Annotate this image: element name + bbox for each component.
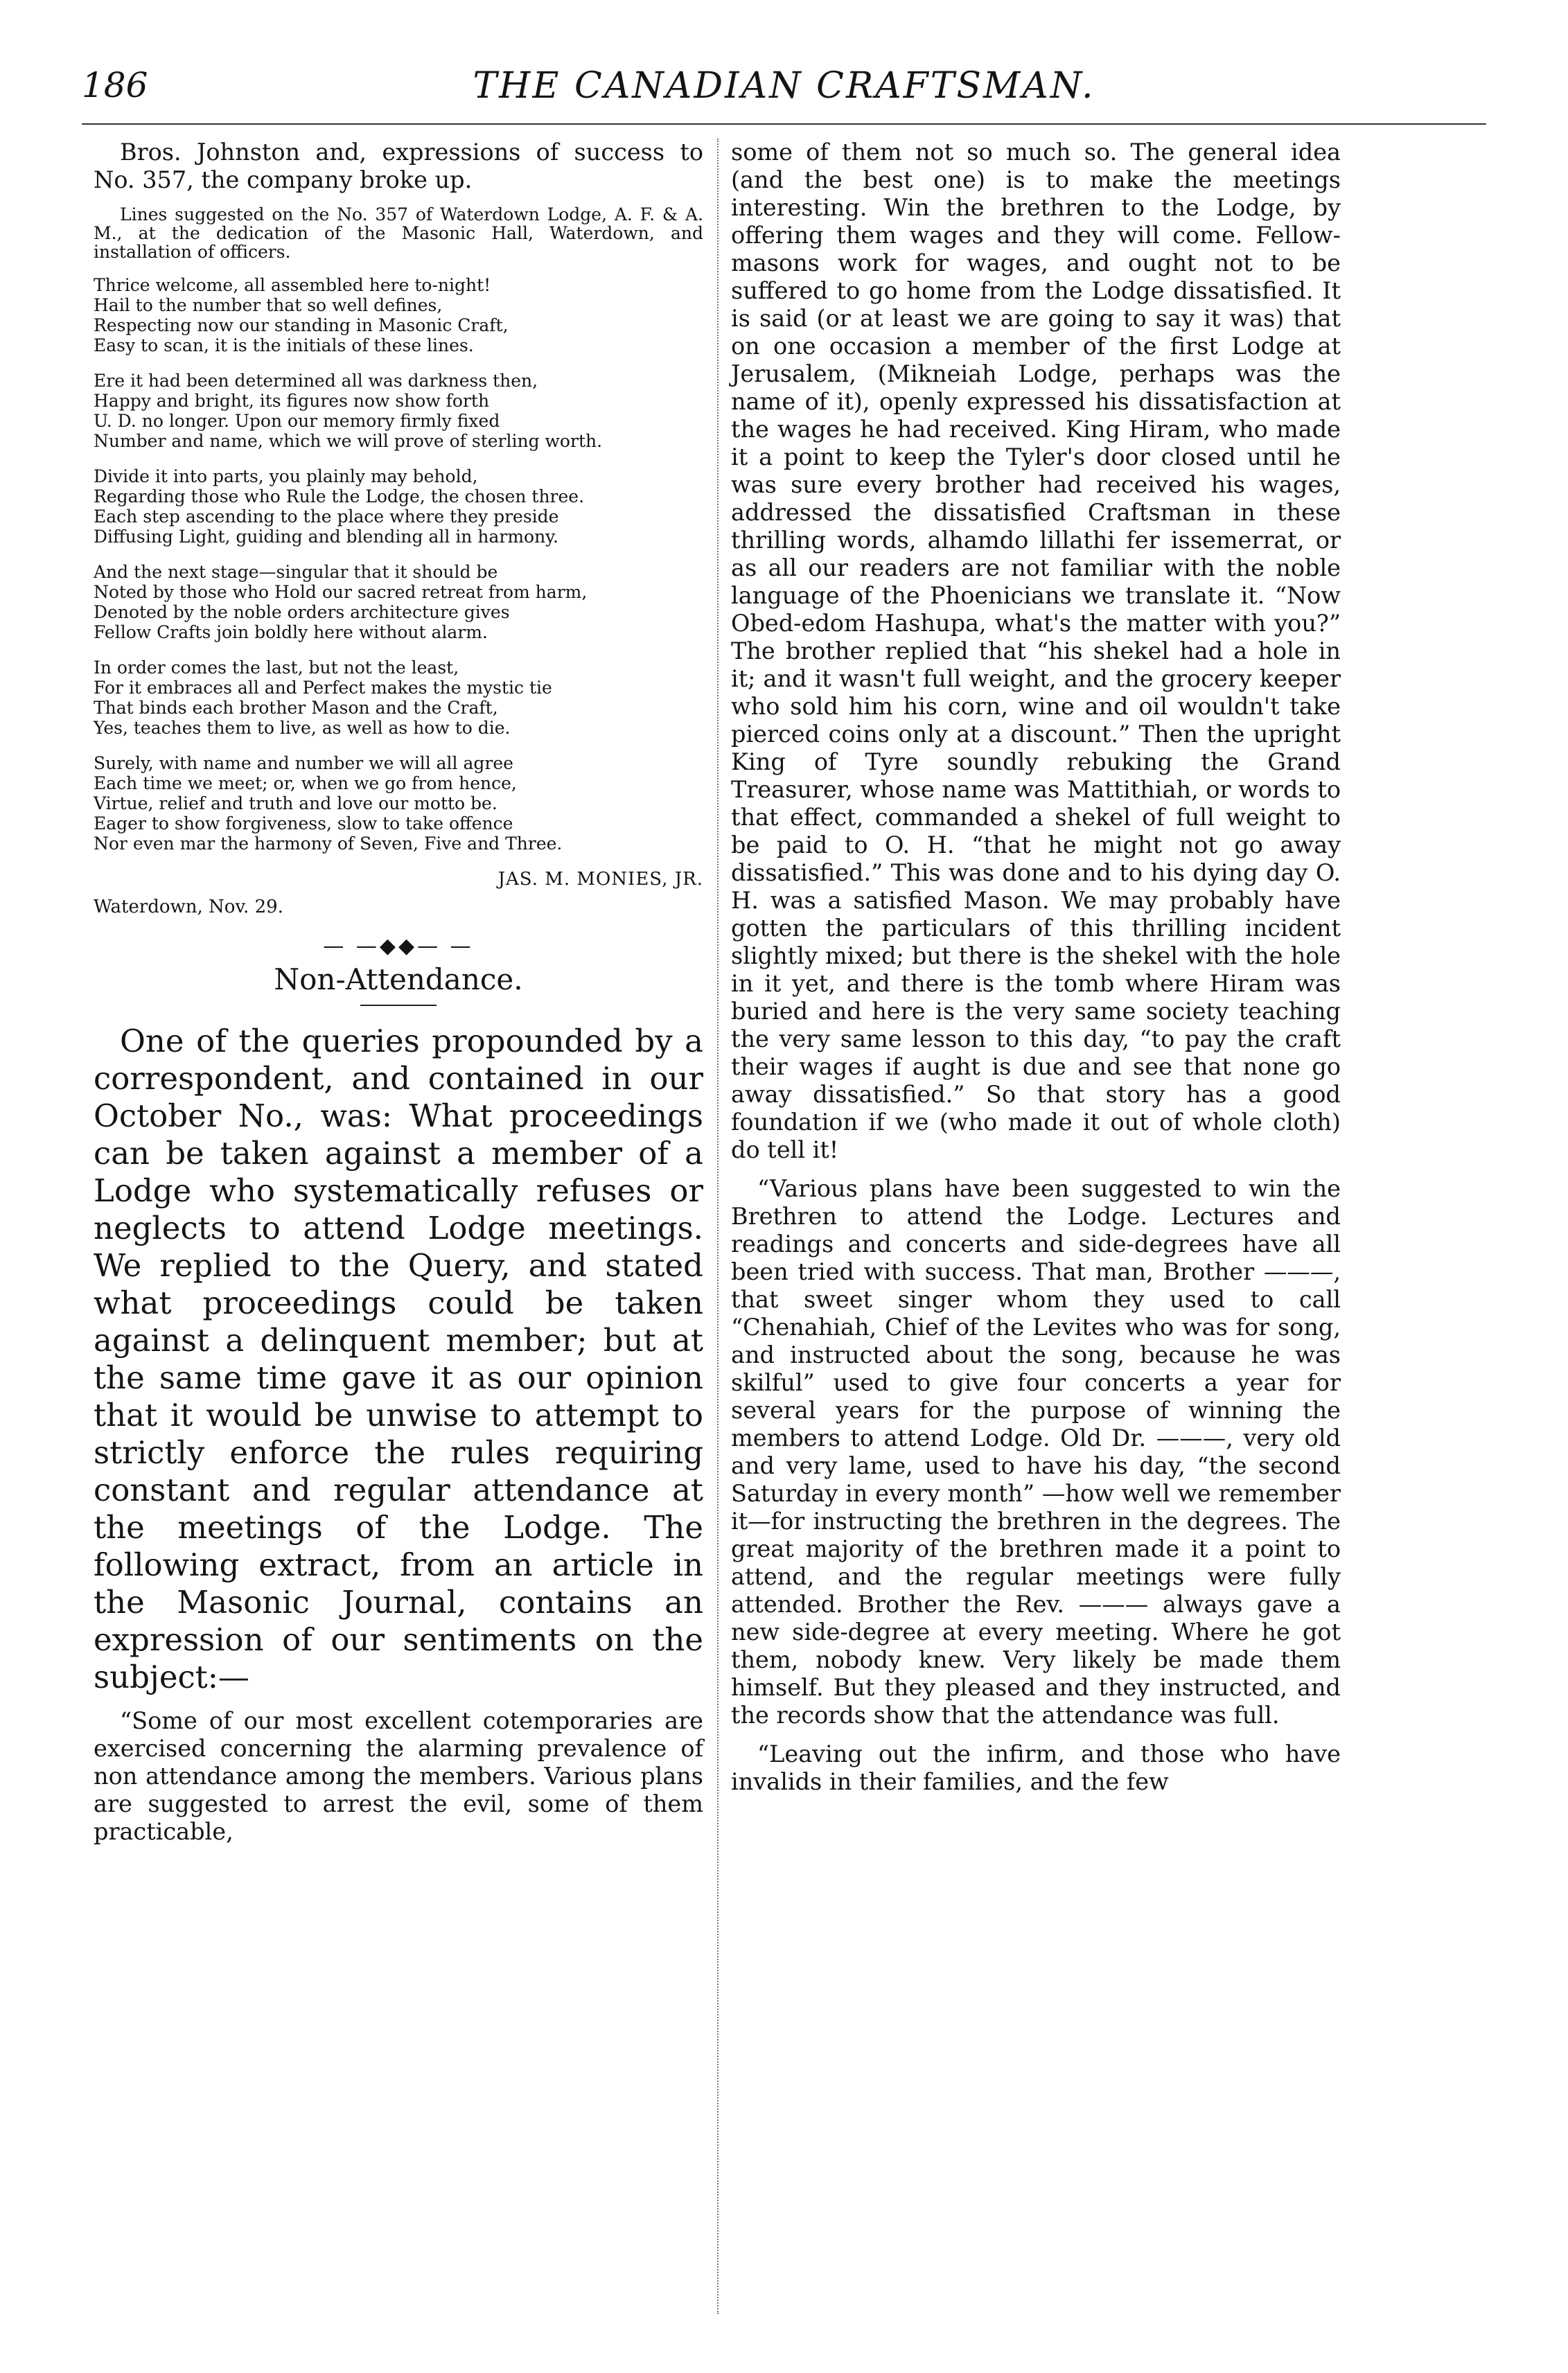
poem-line: Easy to scan, it is the initials of these lines. — [94, 335, 474, 355]
poem-line: Number and name, which we will prove of sterling worth. — [94, 431, 603, 451]
poem-stanza — [94, 466, 703, 547]
dateline: Waterdown, Nov. 29. — [94, 897, 283, 917]
poem-line: Nor even mar the harmony of Seven, Five and Three. — [94, 833, 563, 854]
intro-paragraph: Bros. Johnston and, expressions of success to No. 357, the company broke up. — [94, 139, 703, 193]
right-column — [731, 139, 1341, 1796]
poem-line: Each step ascending to the place where they preside — [94, 506, 559, 527]
poem-line: U. D. no longer. Upon our memory firmly fixed — [94, 411, 500, 431]
poem-line: Ere it had been determined all was darkness then, — [94, 371, 538, 391]
poem-line: Happy and bright, its figures now show forth — [94, 391, 490, 411]
poem-line: Noted by those who Hold our sacred retreat from harm, — [94, 582, 588, 602]
right-paragraph-1: some of them not so much so. The general idea (and the best one) is to make the meetings interesting. Win the brethren to the Lodge, by offering them wages and they will come. Fellow-masons work for wages, and ought not to be suffered to go home from the Lodge dissatisfied. It is said (or at least we are going to say it was) that on one occasion a member of the first Lodge at Jerusalem, (Mikneiah Lodge, perhaps was the name of it), openly expressed his dissatisfaction at the wages he had received. King Hiram, who made it a point to keep the Tyler's door closed until he was sure every brother had received his wages, addressed the dissatisfied Craftsman in these thrilling words, alhamdo lillathi fer issemerrat, or as all our readers are not familiar with the noble language of the Phoenicians we translate it. “Now Obed-edom Hashupa, what's the matter with you?” The brother replied that “his shekel had a hole in it; and it wasn't full weight, and the grocery keeper who sold him his corn, wine and oil wouldn't take pierced coins only at a discount.” Then the upright King of Tyre soundly rebuking the Grand Treasurer, whose name was Mattithiah, or words to that effect, commanded a shekel of full weight to be paid to O. H. “that he might not go away dissatisfied.” This was done and to his dying day O. H. was a satisfied Mason. We may probably have gotten the particulars of this thrilling incident slightly mixed; but there is the shekel with the hole in it yet, and there is the tomb where Hiram was buried and here is the very same society teaching the very same lesson to this day, “to pay the craft their wages if aught is due and see that none go away dissatisfied.” So that story has a good foundation if we (who made it out of whole cloth) do tell it! — [731, 139, 1341, 1163]
poem-stanza — [94, 562, 703, 642]
poem-line: Hail to the number that so well defines, — [94, 295, 443, 315]
poem-line: Regarding those who Rule the Lodge, the chosen three. — [94, 486, 585, 506]
poem-stanza — [94, 753, 703, 854]
lead-paragraph: One of the queries propounded by a correspondent, and contained in our October No., was: What proceedings can be taken against a member of a Lodge who systematically refuses or neglects to attend Lodge meetings. We replied to the Query, and stated what proceedings could be taken against a delinquent member; but at the same time gave it as our opinion that it would be unwise to attempt to strictly enforce the rules requiring constant and regular attendance at the meetings of the Lodge. The following extract, from an article in the Masonic Journal, contains an expression of our sentiments on the subject:— — [94, 1023, 703, 1695]
title-rule — [360, 1005, 437, 1006]
poem-line: Diffusing Light, guiding and blending all in harmony. — [94, 527, 558, 547]
poem-signature: JAS. M. MONIES, JR. — [497, 869, 703, 890]
left-column — [94, 139, 703, 1846]
poem-line: Yes, teaches them to live, as well as how to die. — [94, 718, 511, 738]
poem-line: And the next stage—singular that it should be — [94, 562, 498, 582]
poem-line: Denoted by the noble orders architecture gives — [94, 602, 510, 622]
poem-line: For it embraces all and Perfect makes the mystic tie — [94, 678, 552, 698]
poem-line: Virtue, relief and truth and love our motto be. — [94, 793, 497, 813]
section-title: Non-Attendance. — [274, 962, 523, 996]
poem-line: In order comes the last, but not the least, — [94, 658, 459, 678]
poem-line: Fellow Crafts join boldly here without alarm. — [94, 622, 488, 642]
poem-line: Divide it into parts, you plainly may behold, — [94, 466, 478, 486]
poem-line: Each time we meet; or, when we go from hence, — [94, 773, 517, 793]
poem-line: Surely, with name and number we will all agree — [94, 753, 513, 773]
poem-intro: Lines suggested on the No. 357 of Waterdown Lodge, A. F. & A. M., at the dedication of the Masonic Hall, Waterdown, and installation of officers. — [94, 204, 703, 262]
right-paragraph-2: “Various plans have been suggested to win the Brethren to attend the Lodge. Lectures and readings and concerts and side-degrees have all been tried with success. That man, Brother ———, that sweet singer whom they used to call “Chenahiah, Chief of the Levites who was for song, and instructed about the song, because he was skilful” used to give four concerts a year for several years for the purpose of winning the members to attend Lodge. Old Dr. ———, very old and very lame, used to have his day, “the second Saturday in every month” —how well we remember it—for instructing the brethren in the degrees. The great majority of the brethren made it a point to attend, and the regular meetings were fully attended. Brother the Rev. ——— always gave a new side-degree at every meeting. Where he got them, nobody knew. Very likely be made them himself. But they pleased and they instructed, and the records show that the attendance was full. — [731, 1175, 1341, 1729]
running-head — [82, 65, 1486, 114]
section-ornament: — —◆◆— — — [323, 934, 474, 958]
journal-title: THE CANADIAN CRAFTSMAN. — [473, 65, 1095, 107]
poem-line: Thrice welcome, all assembled here to-night! — [94, 275, 491, 295]
quote-paragraph: “Some of our most excellent cotemporaries are exercised concerning the alarming prevalence of non attendance among the members. Various plans are suggested to arrest the evil, some of them practicable, — [94, 1707, 703, 1845]
poem-stanza — [94, 371, 703, 451]
poem-stanza — [94, 275, 703, 355]
page-number: 186 — [82, 65, 148, 105]
poem-line: That binds each brother Mason and the Craft, — [94, 698, 498, 718]
acrostic-poem — [94, 275, 703, 854]
poem-line: Respecting now our standing in Masonic Craft, — [94, 315, 509, 335]
column-divider — [717, 139, 719, 2314]
poem-stanza — [94, 658, 703, 738]
right-paragraph-3: “Leaving out the infirm, and those who have invalids in their families, and the few — [731, 1740, 1341, 1795]
poem-line: Eager to show forgiveness, slow to take offence — [94, 813, 513, 833]
header-rule — [82, 123, 1486, 125]
